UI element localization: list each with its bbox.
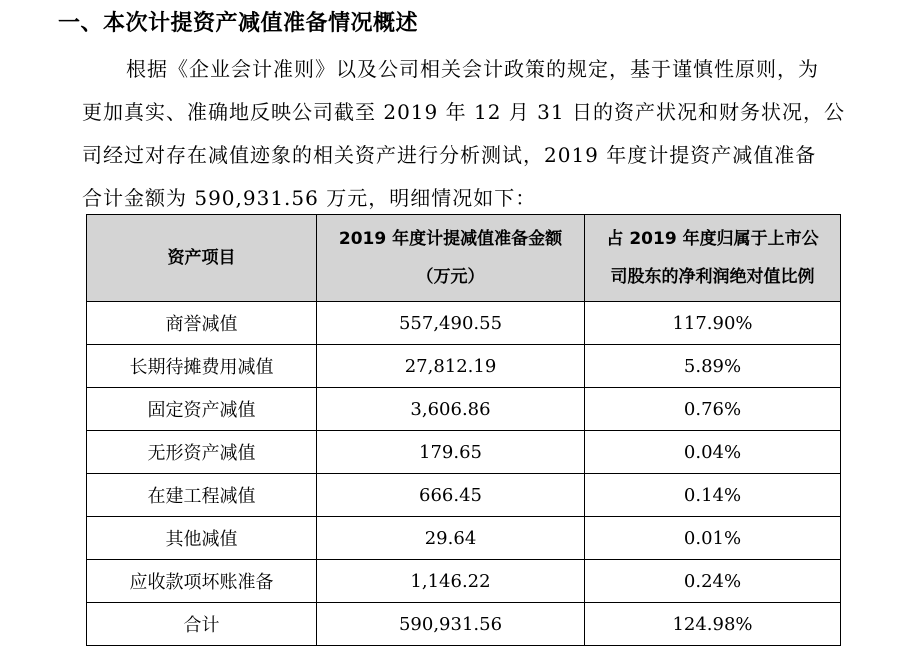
table-row <box>87 431 841 474</box>
cell-amount: 666.45 <box>317 474 585 517</box>
table-header-row <box>87 215 841 302</box>
table-row <box>87 388 841 431</box>
cell-ratio: 0.04% <box>585 431 841 474</box>
cell-ratio: 124.98% <box>585 603 841 646</box>
header-asset-item: 资产项目 <box>87 215 317 302</box>
cell-asset-item: 商誉减值 <box>87 302 317 345</box>
table-row <box>87 603 841 646</box>
cell-ratio: 0.14% <box>585 474 841 517</box>
table-row <box>87 560 841 603</box>
table-row <box>87 345 841 388</box>
cell-amount: 179.65 <box>317 431 585 474</box>
cell-asset-item: 无形资产减值 <box>87 431 317 474</box>
cell-ratio: 117.90% <box>585 302 841 345</box>
table-row <box>87 517 841 560</box>
cell-asset-item: 长期待摊费用减值 <box>87 345 317 388</box>
cell-asset-item: 合计 <box>87 603 317 646</box>
section-heading: 一、本次计提资产减值准备情况概述 <box>58 11 419 36</box>
cell-asset-item: 其他减值 <box>87 517 317 560</box>
intro-paragraph <box>82 48 845 220</box>
cell-ratio: 0.24% <box>585 560 841 603</box>
cell-amount: 557,490.55 <box>317 302 585 345</box>
cell-amount: 3,606.86 <box>317 388 585 431</box>
paragraph-line: 根据《企业会计准则》以及公司相关会计政策的规定，基于谨慎性原则，为 <box>126 57 819 81</box>
paragraph-line: 司经过对存在减值迹象的相关资产进行分析测试，2019 年度计提资产减值准备 <box>82 143 817 167</box>
header-ratio: 占 2019 年度归属于上市公 司股东的净利润绝对值比例 <box>585 215 841 302</box>
header-amount: 2019 年度计提减值准备金额 （万元） <box>317 215 585 302</box>
impairment-table <box>86 214 841 646</box>
paragraph-line: 合计金额为 590,931.56 万元，明细情况如下： <box>82 186 537 210</box>
cell-amount: 1,146.22 <box>317 560 585 603</box>
cell-ratio: 5.89% <box>585 345 841 388</box>
cell-amount: 27,812.19 <box>317 345 585 388</box>
cell-asset-item: 应收款项坏账准备 <box>87 560 317 603</box>
cell-ratio: 0.01% <box>585 517 841 560</box>
cell-asset-item: 固定资产减值 <box>87 388 317 431</box>
cell-amount: 29.64 <box>317 517 585 560</box>
cell-asset-item: 在建工程减值 <box>87 474 317 517</box>
cell-ratio: 0.76% <box>585 388 841 431</box>
paragraph-line: 更加真实、准确地反映公司截至 2019 年 12 月 31 日的资产状况和财务状况，公 <box>82 100 845 124</box>
table-row <box>87 474 841 517</box>
table-body <box>87 302 841 646</box>
table-row <box>87 302 841 345</box>
cell-amount: 590,931.56 <box>317 603 585 646</box>
